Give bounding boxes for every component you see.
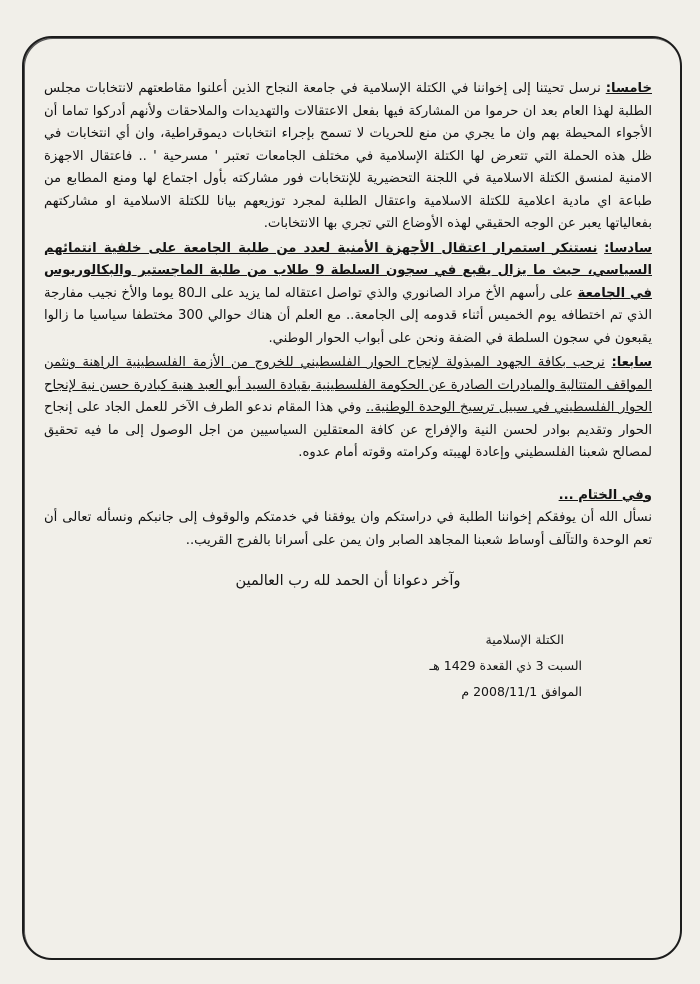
section-5-label: خامسا: [605, 81, 652, 96]
section-7 [44, 352, 652, 465]
signature-gregorian-date: الموافق 2008/11/1 م [461, 683, 582, 699]
document-body [44, 78, 652, 705]
section-7-underlined-text: نرحب بكافة الجهود المبذولة لإنجاح الحوار الفلسطيني للخروج من الأزمة الفلسطينية الراهنة ونثمن المواقف المتتالية والمبادرات الصادرة عن الحكومة الفلسطينية بقيادة السيد أبو العبد هنية كبادرة حسن نية لإنجاح الحوار الفلسطيني في سبيل ترسيخ الوحدة الوطنية.. [44, 355, 652, 415]
section-7-text: وفي هذا المقام ندعو الطرف الآخر للعمل الجاد على إنجاح الحوار وتقديم بوادر لحسن النية والإفراج عن كافة المعتقلين السياسيين من اجل الوصول إلى ما فيه تحقيق لمصالح شعبنا الفلسطيني وإعادة لهيبته وكرامته وقوته أمام عدوه. [44, 400, 652, 460]
section-7-label: سابعا: [611, 355, 652, 370]
section-5-text: نرسل تحيتنا إلى إخواننا في الكتلة الإسلامية في جامعة النجاح الذين أعلنوا مقاطعتهم لانتخابات مجلس الطلبة لهذا العام بعد ان حرموا من المشاركة فيها بفعل الاعتقالات والتهديدات والملاحقات ولأنهم أدركوا تماما أن الأجواء المحيطة بهم وان ما يجري من منع للحريات لا تسمح بإجراء انتخابات ديموقراطية، وان أي انتخابات في ظل هذه الحملة التي تتعرض لها الكتلة الإسلامية في مختلف الجامعات تعتبر ' مسرحية ' .. فاعتقال الاجهزة الامنية لمنسق الكتلة الاسلامية في اللجنة التحضيرية للإنتخابات فور مشاركته بأول اجتماع لها ومنع المطابع من طباعة اي مادية اعلامية للكتلة الاسلامية واعتقال الطلبة لمجرد توزيعهم بيانا للكتلة الاسلامية او مشاركتهم بفعالياتها يعبر عن الوجه الحقيقي لهذه الأوضاع التي تجري بها الانتخابات. [44, 81, 652, 231]
signature-block [44, 627, 582, 705]
conclusion-title: وفي الختام ... [558, 487, 652, 503]
section-6 [44, 238, 652, 351]
signature-organization: الكتلة الإسلامية [485, 631, 564, 647]
conclusion-text: نسأل الله أن يوفقكم إخواننا الطلبة في دراستكم وان يوفقنا في خدمتكم والوقوف إلى جانبكم ونسأله تعالى أن تعم الوحدة والتآلف أوساط شعبنا المجاهد الصابر وان يمن على أسرانا بالفرج القريب.. [44, 510, 652, 548]
closing-prayer: وآخر دعوانا أن الحمد لله رب العالمين [235, 573, 461, 589]
section-6-label: سادسا: [604, 240, 652, 256]
section-5 [44, 78, 652, 236]
signature-hijri-date: السبت 3 ذي القعدة 1429 هـ [429, 657, 582, 673]
section-6-underlined-text: نستنكر استمرار اعتقال الأجهزة الأمنية لعدد من طلبة الجامعة على خلفية انتمائهم السياسي، حيث ما يزال يقبع في سجون السلطة 9 طلاب من طلبة الماجستير والبكالوريوس في الجامعة [44, 240, 652, 301]
section-6-text: على رأسهم الأخ مراد الصانوري والذي تواصل اعتقاله لما يزيد على الـ80 يوما والأخ نجيب مفارجة الذي تم اختطافه يوم الخميس أثناء قدومه إلى الجامعة.. مع العلم أن هناك حوالي 300 مختطفا سياسيا ما زالوا يقبعون في سجون السلطة في الضفة ونحن على أبواب الحوار الوطني. [44, 285, 652, 346]
